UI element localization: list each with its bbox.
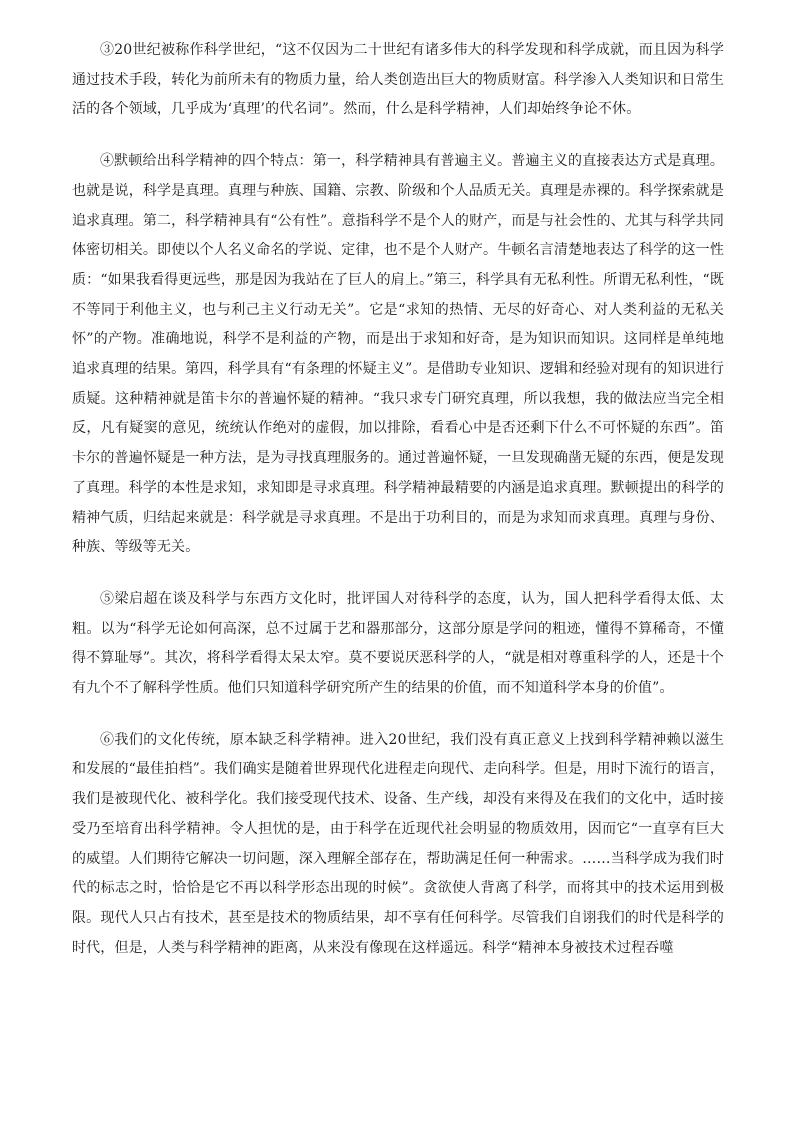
paragraph-5: ⑤梁启超在谈及科学与东西方文化时，批评国人对待科学的态度，认为，国人把科学看得太低、太粗。以为“科学无论如何高深，总不过属于艺和器那部分，这部分原是学问的粗迹，懂得不算稀奇，不懂得不算耻辱”。其次，将科学看得太呆太窄。莫不要说厌恶科学的人，“就是相对尊重科学的人，还是十个有九个不了解科学性质。他们只知道科学研究所产生的结果的价值，而不知道科学本身的价值”。 (72, 590, 724, 697)
paragraph-3: ③20世纪被称作科学世纪，“这不仅因为二十世纪有诸多伟大的科学发现和科学成就，而且因为科学通过技术手段，转化为前所未有的物质力量，给人类创造出巨大的物质财富。科学渗入人类知识和日常生活的各个领域，几乎成为‘真理’的代名词”。然而，什么是科学精神，人们却始终争论不休。 (72, 42, 724, 118)
paragraph-gap (72, 125, 724, 147)
paragraph-4: ④默顿给出科学精神的四个特点：第一，科学精神具有普遍主义。普遍主义的直接表达方式是真理。也就是说，科学是真理。真理与种族、国籍、宗教、阶级和个人品质无关。真理是赤裸的。科学探索就是追求真理。第二，科学精神具有“公有性”。意指科学不是个人的财产，而是与社会性的、尤其与科学共同体密切相关。即使以个人名义命名的学说、定律，也不是个人财产。牛顿名言清楚地表达了科学的这一性质：“如果我看得更远些，那是因为我站在了巨人的肩上。”第三，科学具有无私利性。所谓无私利性，“既不等同于利他主义，也与利己主义行动无关”。它是“求知的热情、无尽的好奇心、对人类利益的无私关怀”的产物。准确地说，科学不是利益的产物，而是出于求知和好奇，是为知识而知识。这同样是单纯地追求真理的结果。第四，科学具有“有条理的怀疑主义”。是借助专业知识、逻辑和经验对现有的知识进行质疑。这种精神就是笛卡尔的普遍怀疑的精神。“我只求专门研究真理，所以我想，我的做法应当完全相反，凡有疑窦的意见，统统认作绝对的虚假，加以排除，看看心中是否还剩下什么不可怀疑的东西”。笛卡尔的普遍怀疑是一种方法，是为寻找真理服务的。通过普遍怀疑，一旦发现确凿无疑的东西，便是发现了真理。科学的本性是求知，求知即是寻求真理。科学精神最精要的内涵是追求真理。默顿提出的科学的精神气质，归结起来就是：科学就是寻求真理。不是出于功利目的，而是为求知而求真理。真理与身份、种族、等级等无关。 (72, 153, 724, 556)
paragraph-gap (72, 704, 724, 726)
paragraph-gap (72, 563, 724, 585)
paragraph-6: ⑥我们的文化传统，原本缺乏科学精神。进入20世纪，我们没有真正意义上找到科学精神赖以滋生和发展的“最佳拍档”。我们确实是随着世界现代化进程走向现代、走向科学。但是，用时下流行的语言，我们是被现代化、被科学化。我们接受现代技术、设备、生产线，却没有来得及在我们的文化中，适时接受乃至培育出科学精神。令人担忧的是，由于科学在近现代社会明显的物质效用，因而它“一直享有巨大的威望。人们期待它解决一切问题，深入理解全部存在，帮助满足任何一种需求。……当科学成为我们时代的标志之时，恰恰是它不再以科学形态出现的时候”。贪欲使人背离了科学，而将其中的技术运用到极限。现代人只占有技术，甚至是技术的物质结果，却不享有任何科学。尽管我们自诩我们的时代是科学的时代，但是，人类与科学精神的距离，从来没有像现在这样遥远。科学“精神本身被技术过程吞噬 (72, 731, 724, 956)
document-body (72, 36, 724, 963)
